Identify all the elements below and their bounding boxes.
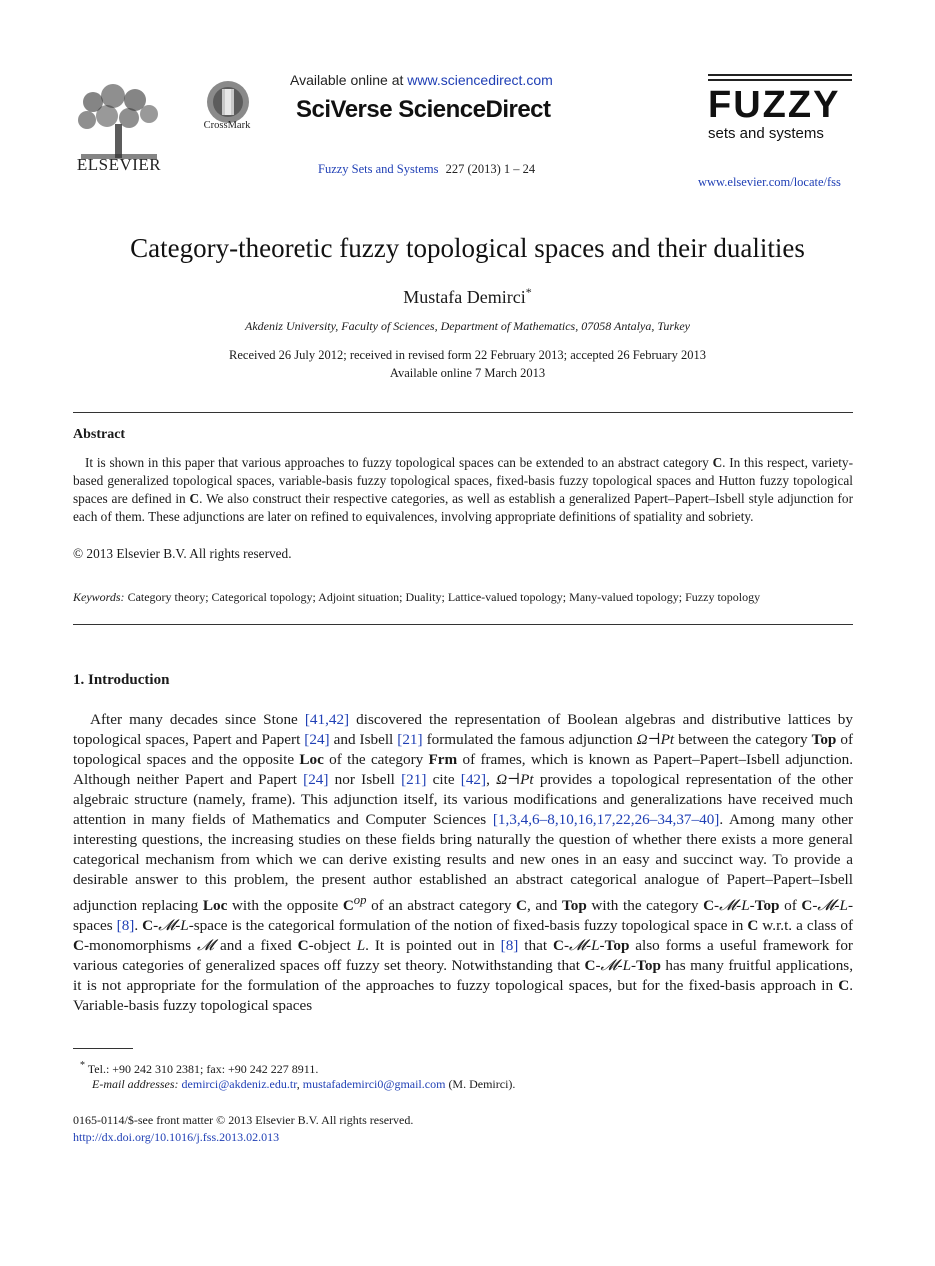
email-owner: (M. Demirci).: [448, 1077, 516, 1091]
footnote-mark: *: [80, 1060, 85, 1071]
article-history: [0, 346, 935, 382]
section-title: Introduction: [88, 672, 170, 688]
crossmark-label: CrossMark: [203, 120, 251, 131]
abstract-copyright: © 2013 Elsevier B.V. All rights reserved.: [73, 546, 292, 561]
front-matter: [73, 1112, 413, 1146]
citation-link[interactable]: [41,42]: [304, 711, 350, 728]
citation-link[interactable]: [42]: [460, 771, 487, 788]
received-dates: Received 26 July 2012; received in revised form 22 February 2013; accepted 26 February 2013: [229, 348, 706, 362]
divider: [73, 624, 853, 625]
keywords: [73, 590, 760, 605]
section-number: 1.: [73, 672, 85, 688]
citation-link[interactable]: [24]: [303, 771, 329, 788]
journal-reference: [318, 162, 535, 177]
available-online-line: [290, 72, 553, 88]
journal-logo-subtitle: sets and systems: [708, 125, 824, 142]
article-title: Category-theoretic fuzzy topological spaces and their dualities: [130, 233, 805, 263]
abstract-text: It is shown in this paper that various approaches to fuzzy topological spaces can be extended to an abstract category C. In this respect, variety-based generalized topological spaces, variable-basis fuzzy topological spaces, fixed-basis fuzzy topological spaces and Hutton fuzzy topological spaces are defined in C. We also construct their respective categories, as well as establish a generalized Papert–Papert–Isbell style adjunction for each of them. These adjunctions are later on refined to equivalences, involving appropriate definitions of spatiality and sobriety.: [73, 455, 854, 524]
footnote-contact: [80, 1060, 318, 1077]
contact-numbers: Tel.: +90 242 310 2381; fax: +90 242 227 8911.: [87, 1062, 319, 1076]
available-online-date: Available online 7 March 2013: [389, 366, 546, 380]
platform-name: SciVerse ScienceDirect: [296, 96, 551, 123]
citation-link[interactable]: [1,3,4,6–8,10,16,17,22,26–34,37–40]: [492, 811, 720, 828]
citation-link[interactable]: [21]: [397, 731, 423, 748]
divider: [73, 412, 853, 413]
journal-logo-title: FUZZY: [708, 84, 841, 126]
introduction-paragraph: After many decades since Stone [41,42] discovered the representation of Boolean algebras and distributive lattices by topological spaces, Papert and Papert [24] and Isbell [21] formulated the famous adjunction Ω⊣Pt between the category Top of topological spaces and the opposite Loc of the category Frm of frames, which is known as Papert–Papert–Isbell adjunction. Although neither Papert and Papert [24] nor Isbell [21] cite [42], Ω⊣Pt provides a topological representation of the other algebraic structure (namely, frame). This adjunction itself, its various modifications and generalizations have received much attention in many fields of Mathematics and Computer Sciences [1,3,4,6–8,10,16,17,22,26–34,37–40]. Among many other interesting questions, the increasing studies on these fields bring naturally the question of whether there exists a more general categorical mechanism from which we can derive existing results and new ones in an easy and succinct way. To provide a desirable answer to this problem, the present author established an abstract categorical analogue of Papert–Papert–Isbell adjunction replacing Loc with the opposite $C^{op}$ of an abstract category C, and Top with the category C-𝓜-L-Top of C-𝓜-L-spaces [8]. C-𝓜-L-space is the categorical formulation of the notion of fixed-basis fuzzy topological space in C w.r.t. a class of C-monomorphisms 𝓜 and a fixed C-object L. It is pointed out in [8] that C-𝓜-L-Top also forms a useful framework for various categories of generalized spaces off fuzzy set theory. Notwithstanding that C-𝓜-L-Top has many fruitful applications, it is not appropriate for the formulation of the approaches to fuzzy topological spaces, but for the fixed-basis approach in C. Variable-basis fuzzy topological spaces: [73, 711, 854, 1015]
journal-logo: [708, 74, 852, 142]
citation-link[interactable]: [8]: [116, 917, 135, 935]
available-online-prefix: Available online at: [290, 72, 408, 88]
journal-name-link[interactable]: Fuzzy Sets and Systems: [318, 162, 439, 176]
section-heading: [73, 672, 169, 689]
sciencedirect-link[interactable]: www.sciencedirect.com: [407, 72, 553, 88]
email-label: E-mail addresses:: [92, 1077, 179, 1091]
footnote-emails: E-mail addresses: demirci@akdeniz.edu.tr, mustafademirci0@gmail.com (M. Demirci).: [92, 1077, 516, 1091]
abstract-heading: Abstract: [73, 427, 126, 442]
footnote-divider: [73, 1048, 133, 1049]
citation-link[interactable]: [8]: [500, 937, 519, 955]
author-affiliation: Akdeniz University, Faculty of Sciences, Department of Mathematics, 07058 Antalya, Turkey: [244, 319, 690, 333]
citation-link[interactable]: [24]: [304, 731, 330, 748]
keywords-label: Keywords:: [73, 590, 125, 604]
journal-volume-pages: 227 (2013) 1 – 24: [445, 162, 536, 176]
author-footnote-mark[interactable]: *: [525, 285, 532, 299]
doi-link[interactable]: http://dx.doi.org/10.1016/j.fss.2013.02.013: [73, 1130, 280, 1144]
journal-homepage-link[interactable]: www.elsevier.com/locate/fss: [698, 175, 841, 189]
front-matter-copyright: 0165-0114/$-see front matter © 2013 Elsevier B.V. All rights reserved.: [73, 1113, 414, 1127]
elsevier-wordmark: ELSEVIER: [76, 155, 162, 174]
email-link-2[interactable]: mustafademirci0@gmail.com: [302, 1077, 446, 1091]
author-line: [0, 285, 935, 308]
citation-link[interactable]: [21]: [401, 771, 427, 788]
email-link-1[interactable]: demirci@akdeniz.edu.tr: [181, 1077, 297, 1091]
author-name: Mustafa Demirci: [403, 287, 526, 307]
keywords-list: Category theory; Categorical topology; Adjoint situation; Duality; Lattice-valued topology; Many-valued topology; Fuzzy topology: [127, 590, 761, 604]
